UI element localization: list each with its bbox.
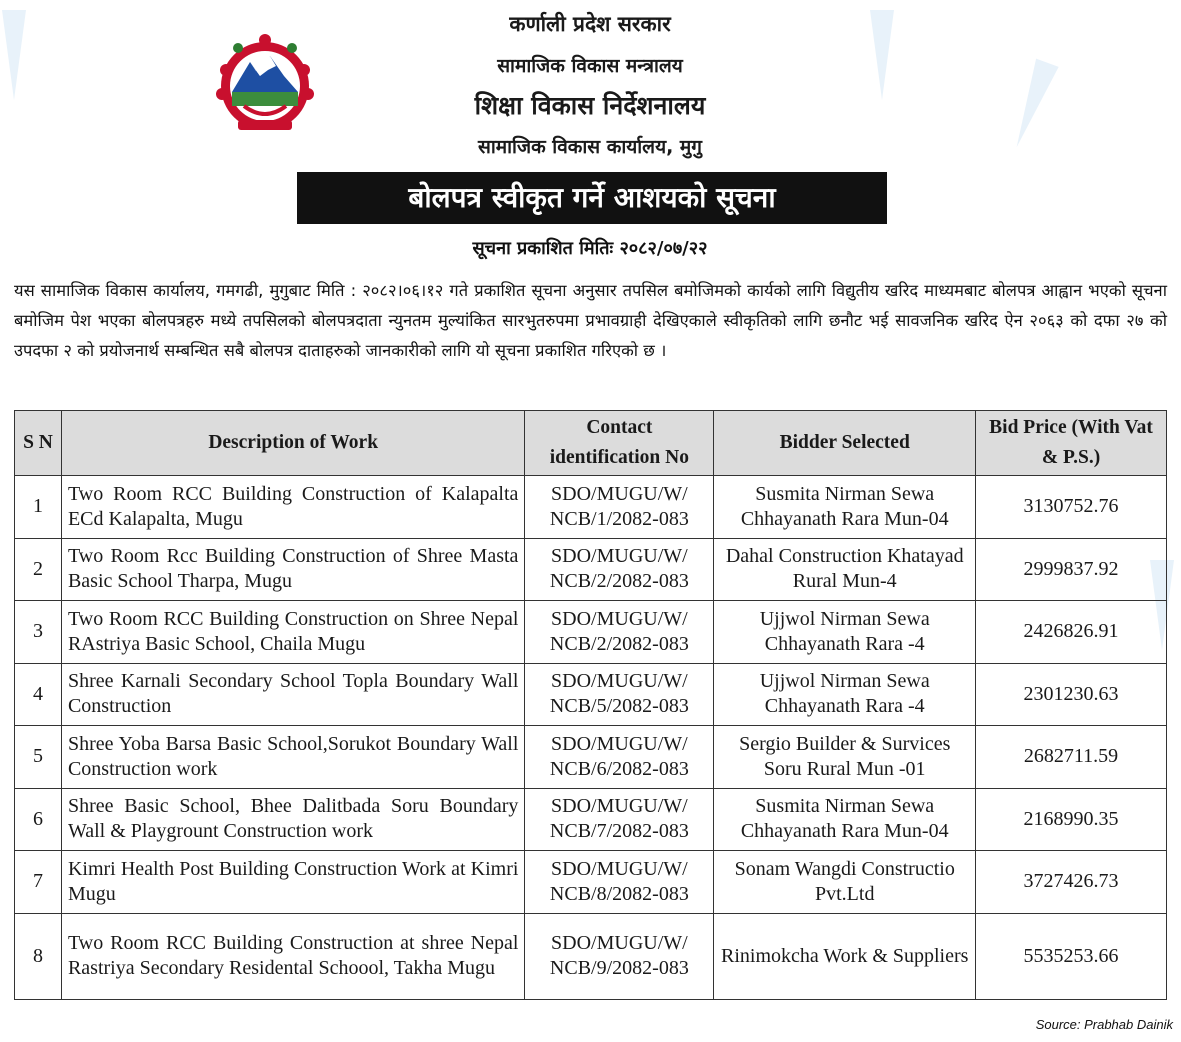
header-directorate: शिक्षा विकास निर्देशनालय	[474, 91, 706, 120]
cell-sn: 5	[15, 726, 62, 789]
cell-price: 2426826.91	[976, 601, 1167, 664]
cell-sn: 7	[15, 851, 62, 914]
cell-sn: 4	[15, 663, 62, 726]
cell-description: Two Room RCC Building Construction of Kalapalta ECd Kalapalta, Mugu	[61, 476, 524, 539]
bid-table	[14, 410, 1167, 1000]
header-bidder: Bidder Selected	[714, 411, 976, 476]
cell-price: 3727426.73	[976, 851, 1167, 914]
cell-contact: SDO/MUGU/W/ NCB/6/2082-083	[525, 726, 714, 789]
cell-description: Shree Karnali Secondary School Topla Boundary Wall Construction	[61, 663, 524, 726]
header-description: Description of Work	[61, 411, 524, 476]
table-row	[15, 913, 1167, 999]
publish-date: सूचना प्रकाशित मितिः २०८२/०७/२२	[472, 238, 708, 259]
cell-contact: SDO/MUGU/W/ NCB/2/2082-083	[525, 601, 714, 664]
cell-sn: 6	[15, 788, 62, 851]
cell-price: 2301230.63	[976, 663, 1167, 726]
cell-price: 3130752.76	[976, 476, 1167, 539]
cell-bidder: Ujjwol Nirman Sewa Chhayanath Rara -4	[714, 601, 976, 664]
table-row	[15, 663, 1167, 726]
cell-contact: SDO/MUGU/W/ NCB/5/2082-083	[525, 663, 714, 726]
cell-bidder: Ujjwol Nirman Sewa Chhayanath Rara -4	[714, 663, 976, 726]
cell-description: Shree Basic School, Bhee Dalitbada Soru Boundary Wall & Playgrount Construction work	[61, 788, 524, 851]
header-contact: Contact identification No	[525, 411, 714, 476]
cell-description: Two Room RCC Building Construction on Shree Nepal RAstriya Basic School, Chaila Mugu	[61, 601, 524, 664]
cell-contact: SDO/MUGU/W/ NCB/1/2082-083	[525, 476, 714, 539]
background-watermark-mark	[2, 10, 26, 100]
table-row	[15, 476, 1167, 539]
header-office: सामाजिक विकास कार्यालय, मुगु	[478, 136, 702, 158]
cell-price: 2168990.35	[976, 788, 1167, 851]
header-sn: S N	[15, 411, 62, 476]
table-header-row	[15, 411, 1167, 476]
cell-description: Two Room Rcc Building Construction of Shree Masta Basic School Tharpa, Mugu	[61, 538, 524, 601]
header-price: Bid Price (With Vat & P.S.)	[976, 411, 1167, 476]
cell-bidder: Rinimokcha Work & Suppliers	[714, 913, 976, 999]
notice-paragraph: यस सामाजिक विकास कार्यालय, गमगढी, मुगुबाट मिति : २०८२।०६।१२ गते प्रकाशित सूचना अनुसार तपसिल बमोजिमको कार्यको लागि विद्युतीय खरिद माध्यमबाट बोलपत्र आह्वान भएको सूचना बमोजिम पेश भएका बोलपत्रहरु मध्ये तपसिलको बोलपत्रदाता न्युनतम मुल्यांकित सारभुतरुपमा प्रभावग्राही देखिएकाले स्वीकृतिको लागि छनौट भई सावजनिक खरिद ऐन २०६३ को दफा २७ को उपदफा २ को प्रयोजनार्थ सम्बन्धित सबै बोलपत्र दाताहरुको जानकारीको लागि यो सूचना प्रकाशित गरिएको छ ।	[14, 281, 1167, 360]
table-row	[15, 788, 1167, 851]
cell-bidder: Susmita Nirman Sewa Chhayanath Rara Mun-04	[714, 476, 976, 539]
cell-price: 2999837.92	[976, 538, 1167, 601]
background-watermark-mark	[1005, 59, 1058, 152]
cell-description: Kimri Health Post Building Construction Work at Kimri Mugu	[61, 851, 524, 914]
notice-title: बोलपत्र स्वीकृत गर्ने आशयको सूचना	[297, 172, 887, 224]
header-ministry: सामाजिक विकास मन्त्रालय	[497, 55, 683, 77]
table-row	[15, 601, 1167, 664]
cell-bidder: Dahal Construction Khatayad Rural Mun-4	[714, 538, 976, 601]
cell-contact: SDO/MUGU/W/ NCB/2/2082-083	[525, 538, 714, 601]
cell-sn: 8	[15, 913, 62, 999]
cell-sn: 2	[15, 538, 62, 601]
table-row	[15, 538, 1167, 601]
cell-contact: SDO/MUGU/W/ NCB/8/2082-083	[525, 851, 714, 914]
cell-price: 5535253.66	[976, 913, 1167, 999]
table-row	[15, 851, 1167, 914]
cell-description: Two Room RCC Building Construction at shree Nepal Rastriya Secondary Residental Schoool, Takha Mugu	[61, 913, 524, 999]
cell-bidder: Sonam Wangdi Constructio Pvt.Ltd	[714, 851, 976, 914]
cell-sn: 3	[15, 601, 62, 664]
cell-price: 2682711.59	[976, 726, 1167, 789]
cell-bidder: Susmita Nirman Sewa Chhayanath Rara Mun-04	[714, 788, 976, 851]
cell-description: Shree Yoba Barsa Basic School,Sorukot Boundary Wall Construction work	[61, 726, 524, 789]
cell-bidder: Sergio Builder & Survices Soru Rural Mun -01	[714, 726, 976, 789]
cell-contact: SDO/MUGU/W/ NCB/7/2082-083	[525, 788, 714, 851]
table-row	[15, 726, 1167, 789]
header-government: कर्णाली प्रदेश सरकार	[509, 12, 671, 36]
source-credit: Source: Prabhab Dainik	[1035, 1017, 1173, 1032]
cell-contact: SDO/MUGU/W/ NCB/9/2082-083	[525, 913, 714, 999]
cell-sn: 1	[15, 476, 62, 539]
